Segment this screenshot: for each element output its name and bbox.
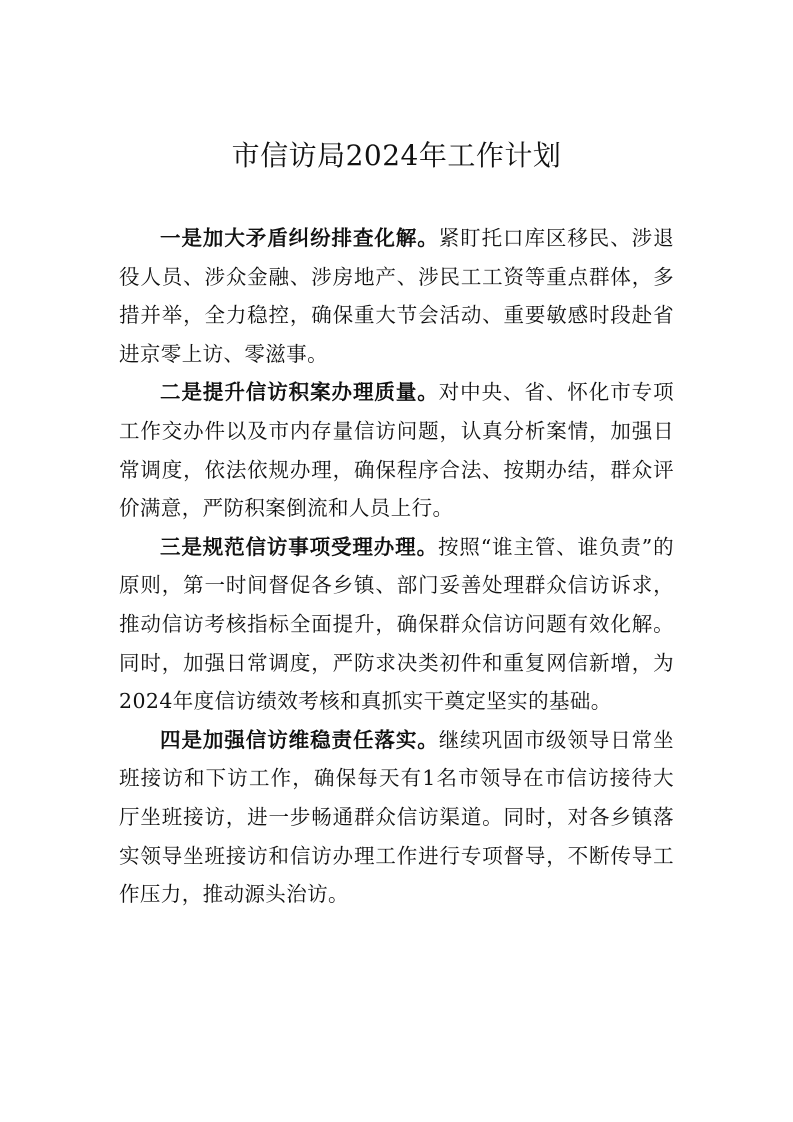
paragraph-3 [119,528,674,721]
paragraph-1-text: 紧盯托口库区移民、涉退役人员、涉众金融、涉房地产、涉民工工资等重点群体，多措并举，全力稳控，确保重大节会活动、重要敏感时段赴省进京零上访、零滋事。 [119,226,674,366]
paragraph-4-text: 继续巩固市级领导日常坐班接访和下访工作，确保每天有1名市领导在市信访接待大厅坐班接访，进一步畅通群众信访渠道。同时，对各乡镇落实领导坐班接访和信访办理工作进行专项督导，不断传导工作压力，推动源头治访。 [119,727,674,907]
paragraph-3-text: 按照“谁主管、谁负责”的原则，第一时间督促各乡镇、部门妥善处理群众信访诉求，推动信访考核指标全面提升，确保群众信访问题有效化解。同时，加强日常调度，严防求决类初件和重复网信新增，为2024年度信访绩效考核和真抓实干奠定坚实的基础。 [119,534,674,714]
document-body [119,219,674,914]
paragraph-1 [119,219,674,373]
paragraph-4-lead: 四是加强信访维稳责任落实。 [160,727,439,752]
paragraph-3-lead: 三是规范信访事项受理办理。 [160,534,438,559]
paragraph-4 [119,721,674,914]
document-title: 市信访局2024年工作计划 [231,139,562,172]
paragraph-2-text: 对中央、省、怀化市专项工作交办件以及市内存量信访问题，认真分析案情，加强日常调度，依法依规办理，确保程序合法、按期办结，群众评价满意，严防积案倒流和人员上行。 [119,380,674,521]
paragraph-2 [119,373,674,527]
paragraph-1-lead: 一是加大矛盾纠纷排查化解。 [160,226,439,250]
paragraph-2-lead: 二是提升信访积案办理质量。 [160,380,439,405]
